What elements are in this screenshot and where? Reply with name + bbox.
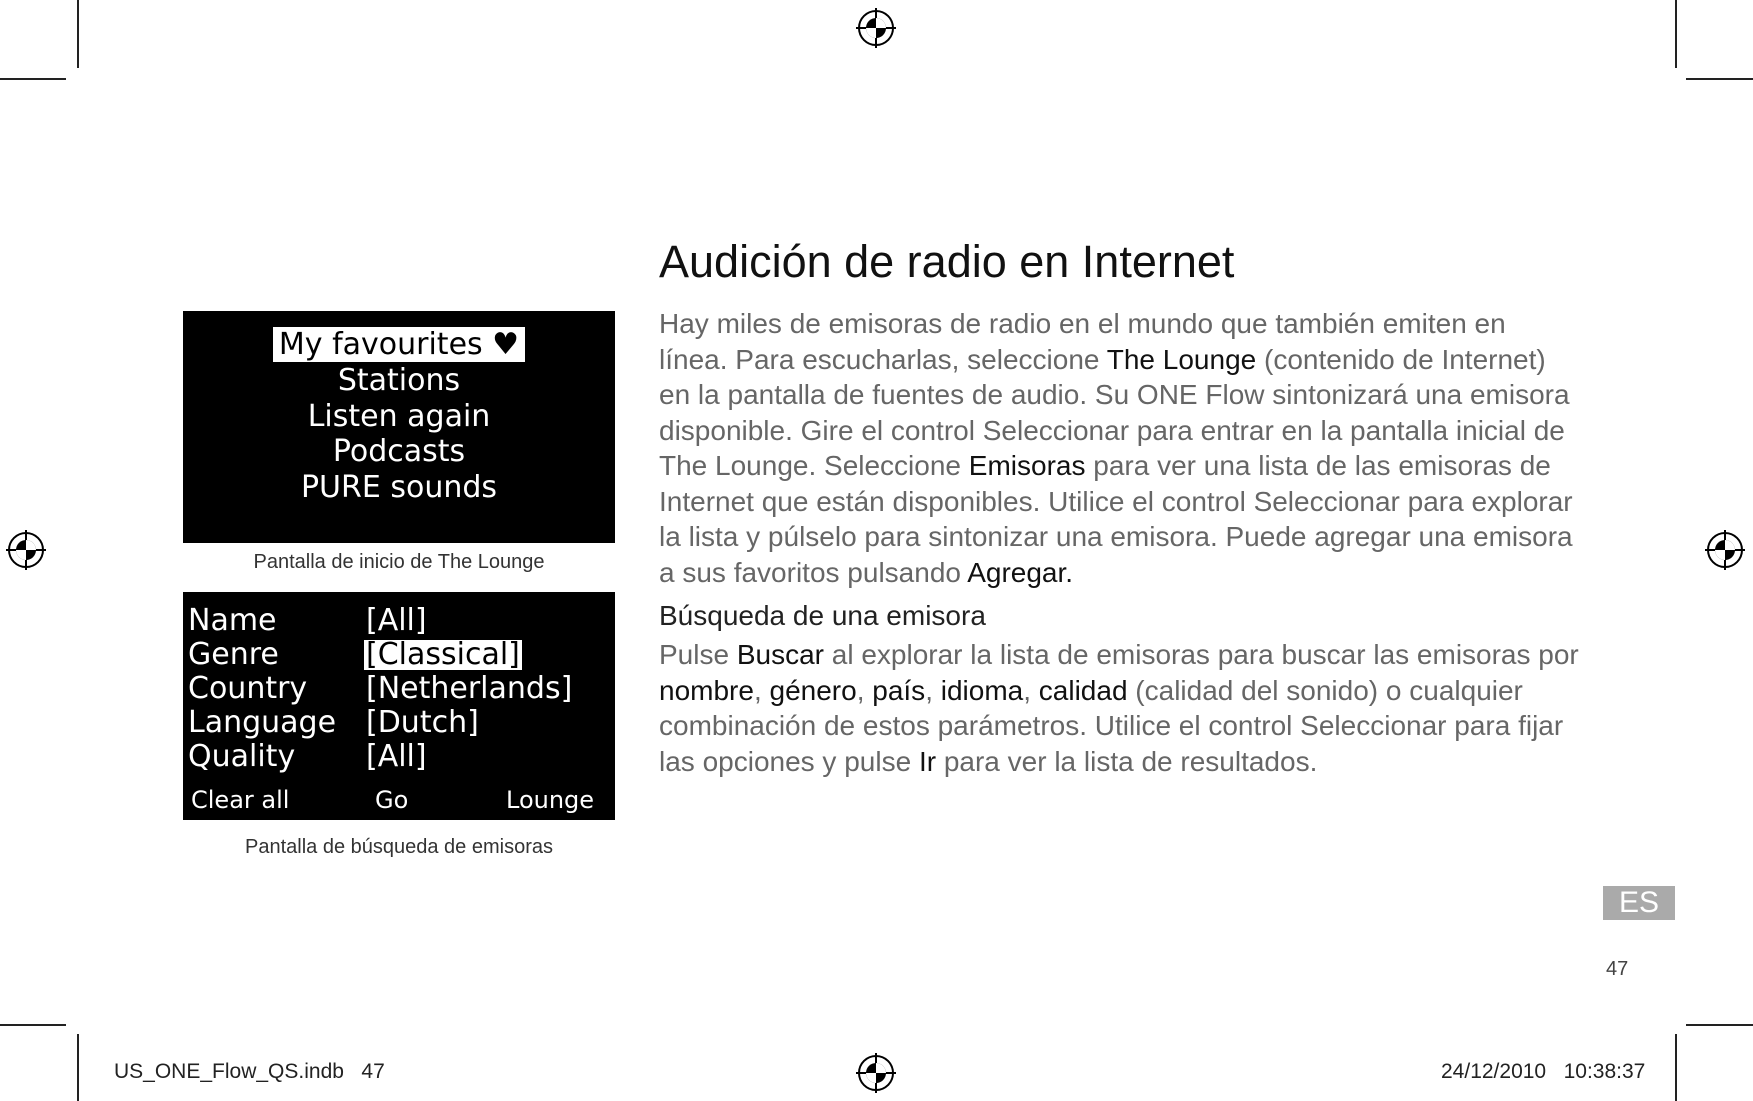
keyword: idioma: [940, 674, 1024, 706]
page-title: Audición de radio en Internet: [659, 236, 1235, 287]
figure-caption: Pantalla de inicio de The Lounge: [253, 551, 545, 573]
text-run: ,: [753, 674, 770, 706]
search-row-label: Genre: [188, 637, 279, 672]
keyword: calidad: [1038, 674, 1128, 706]
go-button: Go: [375, 786, 409, 814]
text-run: para ver la lista de resultados.: [936, 745, 1318, 777]
menu-item-podcasts: [183, 434, 615, 470]
text-run: para ver una lista de las emisoras de Internet que están disponibles. Utilice el control Seleccionar para explorar la lista y púlselo para sintonizar una emisora. Puede agregar una emisora a sus favoritos pulsando: [659, 450, 1573, 588]
menu-item-favourites: [183, 327, 615, 363]
search-row-label: Quality: [188, 739, 296, 774]
figure-caption: Pantalla de búsqueda de emisoras: [245, 836, 553, 858]
crop-mark: [1675, 0, 1677, 68]
registration-mark-icon: [1705, 530, 1745, 570]
keyword: género: [769, 674, 857, 706]
footer-file: US_ONE_Flow_QS.indb 47: [114, 1060, 385, 1083]
intro-paragraph: [659, 306, 1579, 590]
crop-mark: [1686, 78, 1753, 80]
text-run: Pulse: [659, 639, 737, 670]
text-run: (calidad del sonido) o cualquier combinación de estos parámetros. Utilice el control Seleccionar para fijar las opciones y pulse: [659, 674, 1564, 777]
search-row-label: Name: [188, 603, 277, 638]
page-number: 47: [1606, 958, 1629, 980]
search-row-label: Country: [188, 671, 308, 706]
lounge-home-screen: [183, 311, 615, 543]
keyword: Agregar.: [967, 556, 1074, 588]
search-row-label: Language: [188, 705, 337, 740]
registration-mark-icon: [856, 8, 896, 48]
registration-mark-icon: [6, 530, 46, 570]
crop-mark: [1686, 1024, 1753, 1026]
keyword: Ir: [918, 745, 937, 777]
registration-mark-icon: [856, 1053, 896, 1093]
menu-item-listen-again: [183, 399, 615, 435]
text-run: Hay miles de emisoras de radio en el mundo que también emiten en línea. Para escucharlas, seleccione: [659, 308, 1506, 375]
lounge-button: Lounge: [506, 786, 595, 814]
search-row-value: [All]: [366, 603, 427, 638]
text-run: ,: [1023, 674, 1039, 706]
menu-item-pure-sounds: [183, 470, 615, 506]
crop-mark: [0, 1024, 66, 1026]
menu-item-label: My favourites ♥: [273, 327, 525, 362]
search-row-value: [Netherlands]: [366, 671, 573, 706]
section-subheading: Búsqueda de una emisora: [659, 600, 986, 631]
station-search-screen: [183, 592, 615, 820]
keyword: Emisoras: [968, 450, 1086, 481]
crop-mark: [1675, 1034, 1677, 1101]
crop-mark: [77, 1034, 79, 1101]
search-row-value: [Dutch]: [366, 705, 479, 740]
menu-item-label: Stations: [337, 363, 461, 398]
language-badge: ES: [1603, 886, 1675, 920]
keyword: Buscar: [736, 639, 824, 670]
menu-item-label: PURE sounds: [300, 470, 498, 505]
footer-timestamp: 24/12/2010 10:38:37: [1441, 1060, 1646, 1083]
menu-item-label: Podcasts: [332, 434, 466, 469]
keyword: nombre: [659, 674, 754, 706]
text-run: ,: [925, 674, 941, 706]
keyword: país: [872, 674, 926, 706]
text-run: (contenido de Internet) en la pantalla de fuentes de audio. Su ONE Flow sintonizará una emisora disponible. Gire el control Seleccionar para entrar en la pantalla inicial de The Lounge. Seleccione: [659, 343, 1570, 481]
crop-mark: [77, 0, 79, 68]
search-paragraph: [659, 637, 1579, 779]
text-run: al explorar la lista de emisoras para buscar las emisoras por: [823, 639, 1579, 670]
crop-mark: [0, 78, 66, 80]
menu-item-stations: [183, 363, 615, 399]
search-row-value-selected: [Classical]: [366, 637, 520, 672]
keyword: The Lounge: [1106, 343, 1257, 375]
text-run: ,: [856, 674, 873, 706]
search-row-value: [All]: [366, 739, 427, 774]
clear-all-button: Clear all: [191, 786, 290, 814]
menu-item-label: Listen again: [307, 399, 491, 434]
